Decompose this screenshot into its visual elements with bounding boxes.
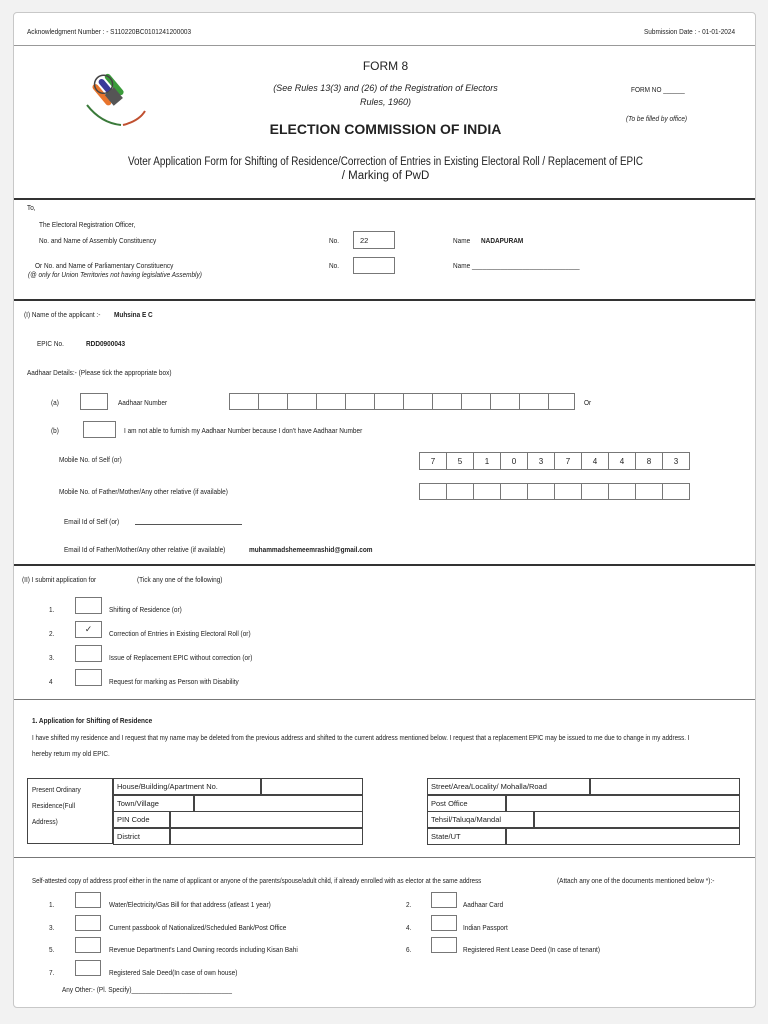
mobile-relative-digit-cell[interactable] [500, 483, 528, 500]
mobile-self-digit-cell[interactable]: 3 [527, 452, 555, 470]
application-option-label: Request for marking as Person with Disability [109, 677, 239, 686]
address-field-label: PIN Code [113, 811, 170, 828]
no-aadhaar-checkbox[interactable] [83, 421, 116, 438]
application-option-checkbox[interactable] [75, 621, 102, 638]
option-a-label: (a) [51, 398, 59, 407]
document-number: 3. [49, 922, 55, 932]
document-label: Aadhaar Card [463, 900, 504, 909]
rules-line-1: (See Rules 13(3) and (26) of the Registration of Electors [273, 83, 498, 93]
mobile-relative-digit-cell[interactable] [662, 483, 690, 500]
rules-line-2: Rules, 1960) [359, 97, 412, 107]
application-option-checkbox[interactable] [75, 645, 102, 662]
application-option-checkbox[interactable] [75, 669, 102, 686]
option-number: 2. [49, 629, 55, 638]
document-checkbox[interactable] [431, 892, 457, 908]
proof-label: Self-attested copy of address proof either in the name of applicant or anyone of the parents/spouse/adult child, if already enrolled with as elector at the same address [32, 876, 482, 885]
mobile-self-digit-cell[interactable]: 5 [446, 452, 474, 470]
address-field-label: District [113, 828, 170, 845]
document-checkbox[interactable] [431, 937, 457, 953]
address-field-input[interactable] [506, 828, 740, 845]
or-label: Or [584, 398, 592, 407]
shifting-heading: 1. Application for Shifting of Residence [32, 716, 153, 725]
mobile-relative-digit-cell[interactable] [446, 483, 474, 500]
aadhaar-details-label: Aadhaar Details:- (Please tick the appropriate box) [27, 368, 172, 377]
address-field-input[interactable] [506, 795, 740, 812]
assembly-label: No. and Name of Assembly Constituency [39, 236, 157, 245]
document-label: Indian Passport [463, 922, 508, 932]
application-option-checkbox[interactable] [75, 597, 102, 614]
aadhaar-number-grid[interactable] [229, 393, 575, 410]
mobile-relative-digit-cell[interactable] [581, 483, 609, 500]
aadhaar-number-label: Aadhaar Number [118, 398, 168, 407]
eci-logo-icon [81, 65, 151, 127]
tick-note: (Tick any one of the following) [137, 575, 223, 584]
application-option-label: Issue of Replacement EPIC without correction (or) [109, 653, 253, 662]
document-label: Revenue Department's Land Owning records including Kisan Bahi [109, 945, 298, 954]
parliamentary-no-label: No. [329, 261, 340, 270]
option-number: 1. [49, 605, 55, 614]
epic-number: RDD0900043 [86, 339, 126, 348]
assembly-name: NADAPURAM [481, 236, 524, 245]
email-self-field[interactable] [135, 524, 242, 525]
email-relative-value: muhammadshemeemrashid@gmail.com [249, 545, 373, 554]
acknowledgment-number: Acknowledgment Number : - S110220BC0101241200003 [27, 27, 192, 36]
assembly-name-label: Name [453, 236, 471, 245]
epic-label: EPIC No. [37, 339, 64, 348]
address-field-input[interactable] [261, 778, 363, 795]
document-number: 7. [49, 967, 55, 977]
any-other-label: Any Other:- (Pl. Specify)____________________________ [62, 985, 232, 994]
mobile-self-digit-cell[interactable]: 8 [635, 452, 663, 470]
document-checkbox[interactable] [75, 892, 101, 908]
address-field-input[interactable] [194, 795, 363, 812]
parliamentary-no-field[interactable] [353, 257, 395, 274]
parliamentary-name-label: Name ______________________________ [453, 261, 580, 270]
shifting-para-line-1: I have shifted my residence and I request that my name may be deleted from the previous address and shifted to the current address mentioned below. I request that a replacement EPIC may be issued to me due to change in my address. I [32, 733, 690, 742]
document-checkbox[interactable] [431, 915, 457, 931]
document-number: 5. [49, 945, 55, 954]
mobile-self-digit-cell[interactable]: 1 [473, 452, 501, 470]
assembly-no-label: No. [329, 236, 340, 245]
applicant-name-label: (I) Name of the applicant :- [24, 310, 101, 319]
form-number-title: FORM 8 [362, 59, 409, 73]
mobile-relative-digit-cell[interactable] [527, 483, 555, 500]
address-field-input[interactable] [590, 778, 740, 795]
address-field-label: State/UT [427, 828, 506, 845]
mobile-relative-digit-cell[interactable] [473, 483, 501, 500]
form-no-label: FORM NO ______ [631, 85, 685, 94]
commission-name: ELECTION COMMISSION OF INDIA [269, 121, 502, 137]
no-aadhaar-text: I am not able to furnish my Aadhaar Number because I don't have Aadhaar Number [124, 426, 363, 435]
address-field-input[interactable] [170, 811, 363, 828]
applicant-name: Muhsina E C [114, 310, 153, 319]
parliamentary-label: Or No. and Name of Parliamentary Constituency [35, 261, 174, 270]
mobile-relative-label: Mobile No. of Father/Mother/Any other relative (if available) [59, 487, 228, 496]
mobile-self-digit-cell[interactable]: 4 [608, 452, 636, 470]
mobile-self-digit-cell[interactable]: 3 [662, 452, 690, 470]
document-checkbox[interactable] [75, 960, 101, 976]
document-number: 6. [406, 945, 412, 954]
address-field-label: House/Building/Apartment No. [113, 778, 261, 795]
email-self-label: Email Id of Self (or) [64, 517, 120, 526]
to-label: To, [27, 203, 36, 212]
aadhaar-number-checkbox[interactable] [80, 393, 108, 410]
mobile-relative-digit-cell[interactable] [608, 483, 636, 500]
check-mark-icon: ✓ [84, 624, 93, 634]
option-b-label: (b) [51, 426, 59, 435]
application-option-label: Correction of Entries in Existing Electoral Roll (or) [109, 629, 251, 638]
document-label: Water/Electricity/Gas Bill for that address (atleast 1 year) [109, 900, 271, 909]
mobile-self-digit-cell[interactable]: 4 [581, 452, 609, 470]
document-checkbox[interactable] [75, 937, 101, 953]
address-field-input[interactable] [170, 828, 363, 845]
application-label: (II) I submit application for [22, 575, 97, 584]
document-number: 4. [406, 922, 412, 932]
address-field-label: Street/Area/Locality/ Mohalla/Road [427, 778, 590, 795]
address-field-label: Town/Village [113, 795, 194, 812]
form-page [13, 12, 756, 1008]
attach-note: (Attach any one of the documents mentioned below *):- [557, 876, 715, 885]
application-option-label: Shifting of Residence (or) [109, 605, 182, 614]
mobile-self-digit-cell[interactable]: 0 [500, 452, 528, 470]
form-title: Voter Application Form for Shifting of Residence/Correction of Entries in Existing Electoral Roll / Replacement of EPIC / Marking of PwD [127, 156, 644, 182]
mobile-self-digit-cell[interactable]: 7 [419, 452, 447, 470]
mobile-self-digit-cell[interactable]: 7 [554, 452, 582, 470]
present-residence-label: Present Ordinary Residence(Full Address) [27, 778, 113, 844]
document-label: Registered Sale Deed(In case of own house) [109, 967, 238, 977]
assembly-no-field[interactable]: 22 [353, 231, 395, 249]
mobile-self-label: Mobile No. of Self (or) [59, 455, 122, 464]
email-relative-label: Email Id of Father/Mother/Any other relative (if available) [64, 545, 226, 554]
shifting-para-line-2: hereby return my old EPIC. [32, 749, 110, 758]
filled-by-office: (To be filled by office) [626, 114, 688, 123]
document-checkbox[interactable] [75, 915, 101, 931]
option-number: 4 [49, 677, 53, 686]
parliamentary-note: (@ only for Union Territories not having legislative Assembly) [28, 270, 202, 279]
ero-label: The Electoral Registration Officer, [39, 220, 136, 229]
document-label: Current passbook of Nationalized/Scheduled Bank/Post Office [109, 922, 287, 932]
document-label: Registered Rent Lease Deed (In case of tenant) [463, 945, 600, 954]
submission-date: Submission Date : - 01-01-2024 [644, 27, 736, 36]
document-number: 1. [49, 900, 55, 909]
mobile-relative-digit-cell[interactable] [419, 483, 447, 500]
address-field-label: Post Office [427, 795, 506, 812]
document-number: 2. [406, 900, 412, 909]
address-field-label: Tehsil/Taluqa/Mandal [427, 811, 534, 828]
mobile-relative-digit-cell[interactable] [554, 483, 582, 500]
address-field-input[interactable] [534, 811, 740, 828]
option-number: 3. [49, 653, 55, 662]
mobile-relative-digit-cell[interactable] [635, 483, 663, 500]
